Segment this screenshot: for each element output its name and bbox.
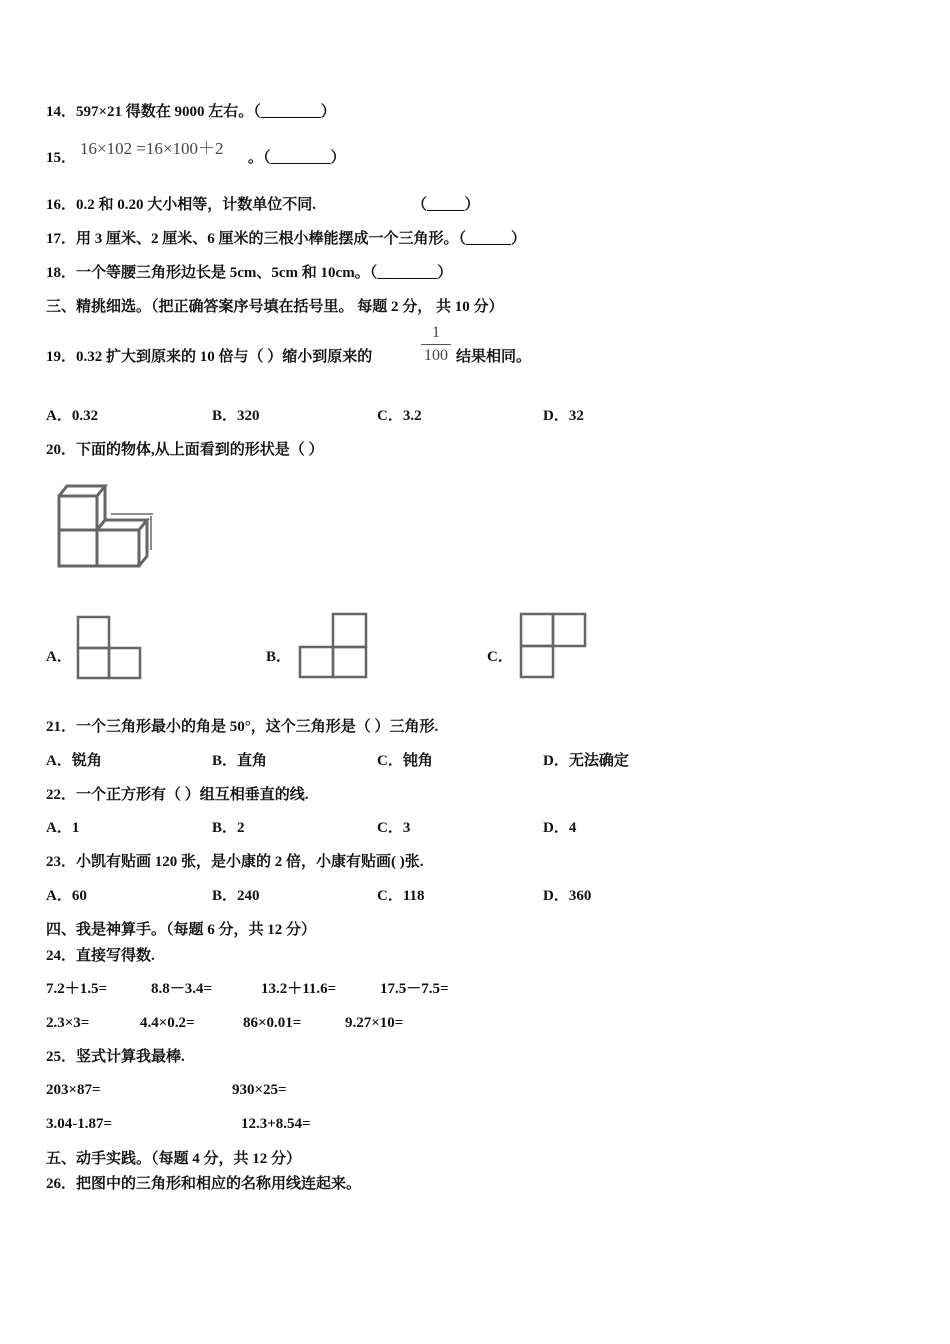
q19-option-d[interactable]: D．32 [543,408,584,424]
q19-option-c[interactable]: C．3.2 [377,408,422,424]
calc-item: 86×0.01= [243,1015,302,1031]
calc-item: 4.4×0.2= [140,1015,195,1031]
section-3-heading: 三、精挑细选。（把正确答案序号填在括号里。 每题 2 分， 共 10 分） [46,299,504,315]
q21-option-b[interactable]: B．直角 [212,753,268,769]
question-18: 18．一个等腰三角形边长是 5cm、5cm 和 10cm。（________） [46,265,453,281]
q20-option-c[interactable]: C． [487,649,513,665]
q20-shape-b [298,611,370,681]
q19-option-b[interactable]: B．320 [212,408,260,424]
section-5-heading: 五、动手实践。（每题 4 分，共 12 分） [46,1151,302,1167]
calc-item: 7.2＋1.5= [46,981,108,997]
q21-option-c[interactable]: C．钝角 [377,753,433,769]
q21-option-d[interactable]: D．无法确定 [543,753,629,769]
question-21: 21．一个三角形最小的角是 50°，这个三角形是（ ）三角形. [46,719,439,735]
question-19-tail: 结果相同。 [456,349,532,365]
question-24: 24．直接写得数. [46,948,155,964]
question-15-blank: 。（________） [248,150,346,166]
fraction-denominator: 100 [424,347,448,364]
question-14: 14．597×21 得数在 9000 左右。（________） [46,104,336,120]
q20-option-a[interactable]: A． [46,649,72,665]
question-19: 19．0.32 扩大到原来的 10 倍与（ ）缩小到原来的 [46,349,373,365]
question-17: 17．用 3 厘米、2 厘米、6 厘米的三根小棒能摆成一个三角形。（______） [46,231,527,247]
question-15-formula: 16×102 =16×100＋2 [80,139,224,158]
q19-option-a[interactable]: A．0.32 [46,408,99,424]
question-23: 23．小凯有贴画 120 张，是小康的 2 倍，小康有贴画( )张. [46,854,424,870]
fraction-numerator: 1 [421,322,451,345]
question-26: 26．把图中的三角形和相应的名称用线连起来。 [46,1176,362,1192]
question-16-blank: （_____） [412,197,480,213]
calc-item: 9.27×10= [345,1015,404,1031]
vertical-calc-item: 12.3+8.54= [241,1116,311,1132]
q22-option-a[interactable]: A．1 [46,820,80,836]
vertical-calc-item: 203×87= [46,1082,101,1098]
q23-option-a[interactable]: A．60 [46,888,87,904]
q20-shape-c [519,611,589,681]
q23-option-c[interactable]: C．118 [377,888,425,904]
q23-option-b[interactable]: B．240 [212,888,260,904]
calc-item: 2.3×3= [46,1015,90,1031]
question-16: 16．0.2 和 0.20 大小相等，计数单位不同. [46,197,317,213]
calc-item: 8.8－3.4= [151,981,213,997]
q20-option-b[interactable]: B． [266,649,292,665]
calc-item: 17.5－7.5= [380,981,449,997]
vertical-calc-item: 3.04-1.87= [46,1116,113,1132]
q23-option-d[interactable]: D．360 [543,888,592,904]
calc-item: 13.2＋11.6= [261,981,337,997]
q22-option-b[interactable]: B．2 [212,820,245,836]
question-22: 22．一个正方形有（ ）组互相垂直的线. [46,787,309,803]
vertical-calc-item: 930×25= [232,1082,287,1098]
section-4-heading: 四、我是神算手。（每题 6 分，共 12 分） [46,922,317,938]
q21-option-a[interactable]: A．锐角 [46,753,102,769]
question-20: 20．下面的物体,从上面看到的形状是（ ） [46,442,324,458]
q20-shape-a [76,614,144,682]
q22-option-d[interactable]: D．4 [543,820,577,836]
cube-stack-figure [55,482,165,572]
q22-option-c[interactable]: C．3 [377,820,411,836]
question-25: 25．竖式计算我最棒. [46,1049,185,1065]
question-15-label: 15． [46,150,77,166]
fraction-1-100 [421,322,451,367]
